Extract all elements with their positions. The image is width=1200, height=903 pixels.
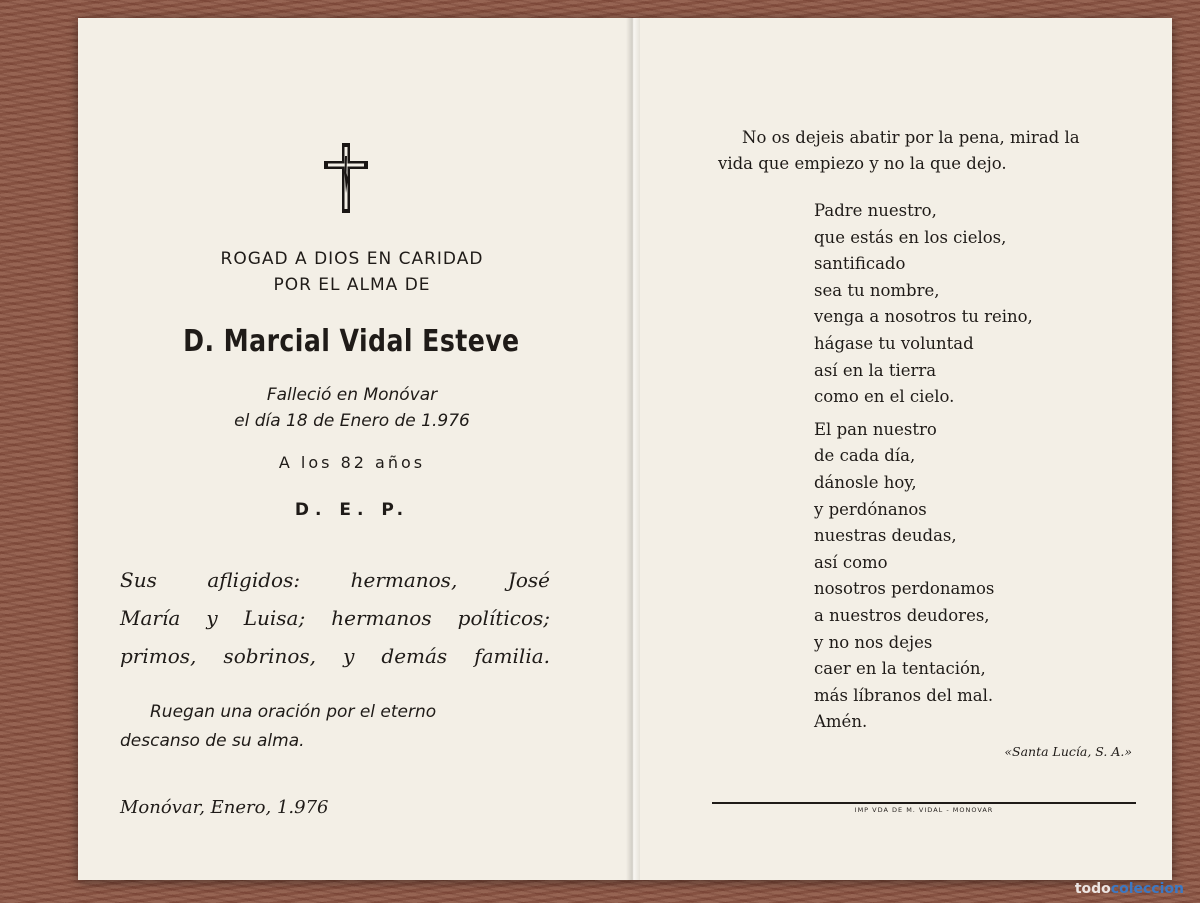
death-line1: Falleció en Monóvar: [266, 385, 438, 405]
request-line: descanso de su alma.: [120, 731, 305, 751]
dep: D. E. P.: [294, 500, 410, 520]
heading-line1: ROGAD A DIOS EN CARIDAD: [220, 249, 484, 269]
quote: [718, 125, 1138, 177]
request-text: [120, 698, 570, 756]
prayer-line: Amén.: [814, 712, 868, 732]
divider: [712, 802, 1136, 804]
prayer-line: venga a nosotros tu reino,: [814, 307, 1033, 327]
family-text: [120, 561, 550, 675]
prayer-line: de cada día,: [814, 446, 916, 466]
family-line: primos, sobrinos, y demás familia.: [120, 644, 550, 668]
age: A los 82 años: [278, 453, 426, 472]
death-info: [78, 382, 626, 434]
prayer-line: como en el cielo.: [814, 387, 955, 407]
prayer-line: santificado: [814, 254, 906, 274]
prayer: [814, 198, 1033, 736]
family-line: Sus afligidos: hermanos, José: [120, 568, 550, 592]
prayer-line: y no nos dejes: [814, 632, 933, 652]
watermark: [1075, 881, 1184, 897]
place-date: Monóvar, Enero, 1.976: [120, 797, 329, 818]
prayer-line: nuestras deudas,: [814, 526, 957, 546]
request-line: Ruegan una oración por el eterno: [150, 702, 437, 722]
prayer-line: Padre nuestro,: [814, 201, 937, 220]
prayer-line: así en la tierra: [814, 360, 937, 380]
heading-line2: POR EL ALMA DE: [273, 275, 431, 295]
memorial-card: [78, 18, 1172, 880]
prayer-line: que estás en los cielos,: [814, 227, 1007, 247]
quote-line: vida que empiezo y no la que dejo.: [718, 154, 1007, 173]
quote-line: No os dejeis abatir por la pena, mirad la: [742, 128, 1080, 147]
prayer-line: sea tu nombre,: [814, 280, 940, 300]
publisher: «Santa Lucía, S. A.»: [1004, 744, 1132, 759]
watermark-accent: coleccion: [1110, 881, 1184, 897]
watermark-main: todo: [1074, 881, 1111, 897]
cross-icon: [322, 143, 370, 213]
prayer-line: y perdónanos: [814, 499, 927, 519]
prayer-line: caer en la tentación,: [814, 659, 986, 679]
family-line: María y Luisa; hermanos políticos;: [120, 606, 550, 630]
card-fold: [626, 18, 640, 880]
prayer-line: a nuestros deudores,: [814, 605, 990, 625]
prayer-line: hágase tu voluntad: [814, 333, 974, 353]
prayer-line: El pan nuestro: [814, 419, 937, 439]
left-panel: [78, 18, 626, 880]
right-panel: [640, 18, 1172, 880]
prayer-line: así como: [814, 552, 888, 572]
deceased-name: D. Marcial Vidal Esteve: [183, 324, 520, 359]
prayer-line: más líbranos del mal.: [814, 685, 994, 705]
heading: [78, 246, 626, 298]
prayer-line: dánosle hoy,: [814, 472, 917, 492]
death-line2: el día 18 de Enero de 1.976: [234, 411, 470, 431]
prayer-line: nosotros perdonamos: [814, 579, 995, 599]
printer-credit: IMP VDA DE M. VIDAL - MONOVAR: [854, 806, 994, 814]
